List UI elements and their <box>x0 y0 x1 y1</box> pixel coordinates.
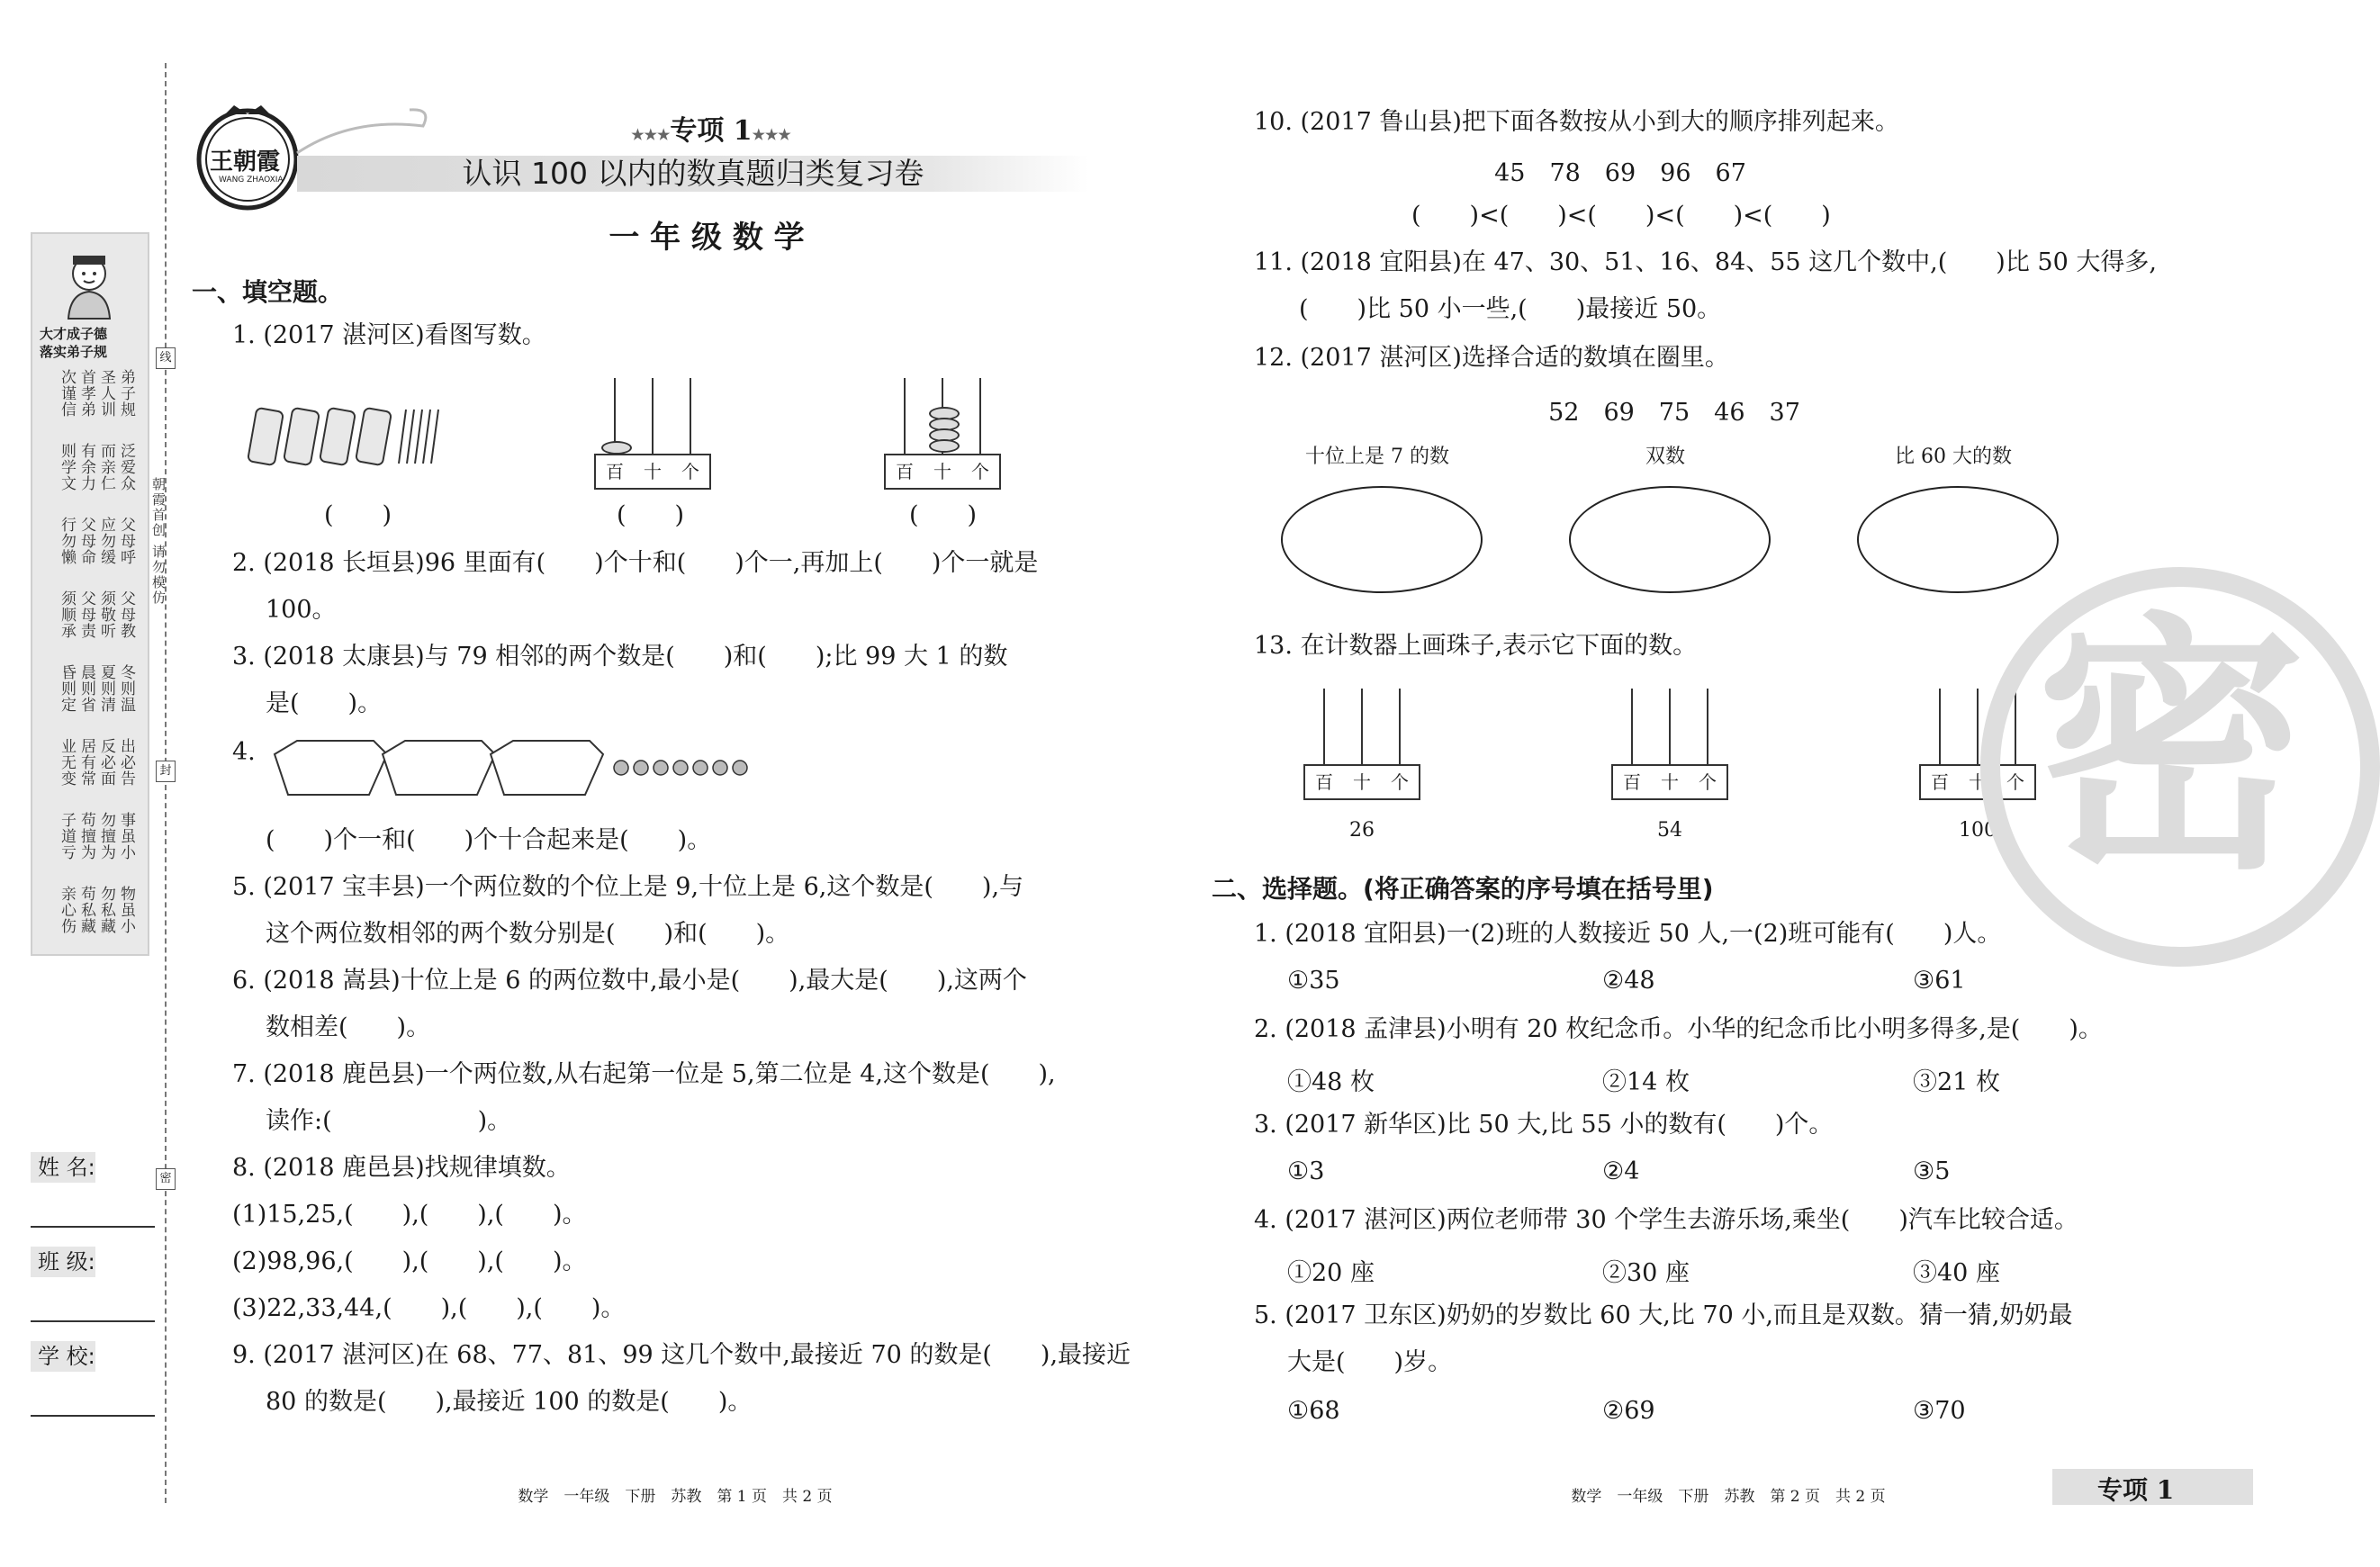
q13-number-2: 54 <box>1657 819 1682 842</box>
series-tag: ★★★专项 1★★★ <box>631 115 791 147</box>
footer-right: 数学 一年级 下册 苏教 第 2 页 共 2 页 <box>1571 1488 1886 1506</box>
logo-text: 王朝霞 <box>210 149 281 176</box>
q13-abacus-3[interactable]: 百 十 个 <box>1919 689 2036 806</box>
q11-line1: 11. (2018 宜阳县)在 47、30、51、16、84、55 这几个数中,( )比 50 大得多, <box>1254 248 2157 276</box>
q13-number-1: 26 <box>1349 819 1375 842</box>
motto-column: 物虽小 <box>117 886 135 934</box>
motto-column: 昏则定 <box>58 664 76 713</box>
q8-text: 8. (2018 鹿邑县)找规律填数。 <box>232 1154 571 1182</box>
q1-text: 1. (2017 湛河区)看图写数。 <box>232 321 546 349</box>
cartoon-figure <box>59 252 119 320</box>
s2-q2-option-2[interactable]: ②14 枚 <box>1602 1068 1690 1096</box>
motto-column: 勿私藏 <box>97 886 115 934</box>
motto-column: 而亲仁 <box>97 443 115 491</box>
motto-column: 反必面 <box>97 738 115 787</box>
motto-column: 苟私藏 <box>77 886 95 934</box>
q2-line2: 100。 <box>266 596 337 624</box>
s2-q4-option-1[interactable]: ①20 座 <box>1287 1259 1375 1287</box>
q5-line2: 这个两位数相邻的两个数分别是( )和( )。 <box>266 920 790 948</box>
q9-line2: 80 的数是( ),最接近 100 的数是( )。 <box>266 1388 753 1416</box>
q6-line1: 6. (2018 嵩县)十位上是 6 的两位数中,最小是( ),最大是( ),这两个 <box>232 967 1027 995</box>
motto-column: 苟擅为 <box>77 812 95 860</box>
stick-bundles <box>250 401 448 473</box>
q8-sub3: (3)22,33,44,( ),( ),( )。 <box>232 1294 626 1322</box>
q8-sub1: (1)15,25,( ),( ),( )。 <box>232 1201 587 1229</box>
q1-abacus-2: 百 十 个 <box>884 378 1001 486</box>
q1-abacus-1: 百 十 个 <box>594 378 711 486</box>
q12-circle-3[interactable] <box>1857 486 2059 593</box>
motto-column: 首孝弟 <box>77 369 95 418</box>
q12-label-2: 双数 <box>1645 446 1685 468</box>
motto-column: 须敬听 <box>97 590 115 639</box>
s2-q1-option-1[interactable]: ①35 <box>1287 967 1340 995</box>
motto-column: 父母呼 <box>117 517 135 565</box>
q11-line2: ( )比 50 小一些,( )最接近 50。 <box>1299 295 1722 323</box>
s2-q2-option-3[interactable]: ③21 枚 <box>1913 1068 2000 1096</box>
motto-column: 业无变 <box>58 738 76 787</box>
s2-q3-option-2[interactable]: ②4 <box>1602 1157 1640 1185</box>
q1-answer-blank-1[interactable]: ( ) <box>324 501 392 529</box>
q13-abacus-2[interactable]: 百 十 个 <box>1611 689 1728 806</box>
motto-column: 事虽小 <box>117 812 135 860</box>
motto-column: 须顺承 <box>58 590 76 639</box>
motto-column: 父母教 <box>117 590 135 639</box>
motto-column: 弟子规 <box>117 369 135 418</box>
q4-text: ( )个一和( )个十合起来是( )。 <box>266 826 712 854</box>
motto-column: 出必告 <box>117 738 135 787</box>
motto-column: 则学文 <box>58 443 76 491</box>
s2-q1-option-3[interactable]: ③61 <box>1913 967 1966 995</box>
motto-column: 晨则省 <box>77 664 95 713</box>
q12-circle-2[interactable] <box>1569 486 1771 593</box>
motto-column: 圣人训 <box>97 369 115 418</box>
footer-left: 数学 一年级 下册 苏教 第 1 页 共 2 页 <box>518 1488 833 1506</box>
s2-q5-line2: 大是( )岁。 <box>1287 1348 1453 1376</box>
s2-q4-text: 4. (2017 湛河区)两位老师带 30 个学生去游乐场,乘坐( )汽车比较合适。 <box>1254 1206 2078 1234</box>
s2-q5-option-3[interactable]: ③70 <box>1913 1397 1966 1425</box>
motto-column: 行勿懒 <box>58 517 76 565</box>
motto-column: 父母责 <box>77 590 95 639</box>
egg-boxes <box>270 727 792 799</box>
s2-q3-option-1[interactable]: ①3 <box>1287 1157 1325 1185</box>
copyright-vertical: 朝霞首创 请勿模仿 <box>150 477 167 606</box>
q12-text: 12. (2017 湛河区)选择合适的数填在圈里。 <box>1254 344 1729 372</box>
q13-text: 13. 在计数器上画珠子,表示它下面的数。 <box>1254 632 1698 660</box>
cut-mark-line: 线 <box>156 347 176 369</box>
q7-line2: 读作:( )。 <box>266 1107 512 1135</box>
q10-text: 10. (2017 鲁山县)把下面各数按从小到大的顺序排列起来。 <box>1254 108 1899 136</box>
q3-line1: 3. (2018 太康县)与 79 相邻的两个数是( )和( );比 99 大 1 的数 <box>232 643 1008 671</box>
page-title: 认识 100 以内的数真题归类复习卷 <box>462 156 924 191</box>
q12-label-3: 比 60 大的数 <box>1895 446 2012 468</box>
motto-column: 有余力 <box>77 443 95 491</box>
q8-sub2: (2)98,96,( ),( ),( )。 <box>232 1247 587 1275</box>
page-subtitle: 一 年 级 数 学 <box>609 220 805 256</box>
q9-line1: 9. (2017 湛河区)在 68、77、81、99 这几个数中,最接近 70 的数是( ),最接近 <box>232 1341 1131 1369</box>
q1-answer-blank-3[interactable]: ( ) <box>909 501 978 529</box>
motto-column: 应勿缓 <box>97 517 115 565</box>
motto-column: 居有常 <box>77 738 95 787</box>
q12-numbers: 52 69 75 46 37 <box>1548 399 1800 427</box>
q5-line1: 5. (2017 宝丰县)一个两位数的个位上是 9,十位上是 6,这个数是( ),与 <box>232 873 1024 901</box>
strip-slogan-2: 落实弟子规 <box>40 344 108 360</box>
motto-column: 勿擅为 <box>97 812 115 860</box>
motto-column: 次谨信 <box>58 369 76 418</box>
field-class-label: 班 级: <box>31 1247 95 1277</box>
motto-column: 夏则清 <box>97 664 115 713</box>
q7-line1: 7. (2018 鹿邑县)一个两位数,从右起第一位是 5,第二位是 4,这个数是( ), <box>232 1060 1056 1088</box>
section2-title: 二、选择题。(将正确答案的序号填在括号里) <box>1212 874 1714 904</box>
field-name-label: 姓 名: <box>31 1152 95 1183</box>
s2-q2-text: 2. (2018 孟津县)小明有 20 枚纪念币。小华的纪念币比小明多得多,是( )。 <box>1254 1015 2103 1043</box>
field-school-line[interactable] <box>31 1415 155 1417</box>
binding-line <box>165 63 167 1503</box>
s2-q1-text: 1. (2018 宜阳县)一(2)班的人数接近 50 人,一(2)班可能有( )人。 <box>1254 920 2002 948</box>
s2-q3-text: 3. (2017 新华区)比 50 大,比 55 小的数有( )个。 <box>1254 1111 1834 1139</box>
section1-title: 一、填空题。 <box>192 277 344 307</box>
logo-subtext: WANG ZHAOXIA <box>219 176 284 185</box>
bead <box>601 441 632 455</box>
watermark-char: 密 <box>2036 591 2306 905</box>
field-school-label: 学 校: <box>31 1341 95 1372</box>
field-class-line[interactable] <box>31 1320 155 1322</box>
motto-column: 子道亏 <box>58 812 76 860</box>
s2-q5-option-1[interactable]: ①68 <box>1287 1397 1340 1425</box>
q12-circle-1[interactable] <box>1281 486 1483 593</box>
logo <box>194 104 302 212</box>
q13-number-3: 100 <box>1959 819 1997 842</box>
series-text: 专项 1 <box>670 115 753 147</box>
motto-column: 父母命 <box>77 517 95 565</box>
watermark-seal <box>1980 567 2380 967</box>
motto-column: 亲心伤 <box>58 886 76 934</box>
q4-number: 4. <box>232 738 256 766</box>
s2-q5-line1: 5. (2017 卫东区)奶奶的岁数比 60 大,比 70 小,而且是双数。猜一猜,奶奶最 <box>1254 1301 2073 1329</box>
s2-q2-option-1[interactable]: ①48 枚 <box>1287 1068 1375 1096</box>
s2-q3-option-3[interactable]: ③5 <box>1913 1157 1951 1185</box>
s2-q1-option-2[interactable]: ②48 <box>1602 967 1655 995</box>
q10-numbers: 45 78 69 96 67 <box>1494 159 1746 187</box>
q2-line1: 2. (2018 长垣县)96 里面有( )个十和( )个一,再加上( )个一就是 <box>232 549 1039 577</box>
q10-order[interactable]: ( )<( )<( )<( )<( ) <box>1411 202 1831 230</box>
q1-answer-blank-2[interactable]: ( ) <box>617 501 685 529</box>
s2-q4-option-3[interactable]: ③40 座 <box>1913 1259 2000 1287</box>
motto-column: 冬则温 <box>117 664 135 713</box>
s2-q4-option-2[interactable]: ②30 座 <box>1602 1259 1690 1287</box>
s2-q5-option-2[interactable]: ②69 <box>1602 1397 1655 1425</box>
field-name-line[interactable] <box>31 1226 155 1228</box>
strip-slogan-1: 大才成子德 <box>40 326 108 342</box>
footer-tag: 专项 1 <box>2097 1475 2175 1505</box>
q13-abacus-1[interactable]: 百 十 个 <box>1303 689 1420 806</box>
q3-line2: 是( )。 <box>266 689 383 717</box>
motto-column: 泛爱众 <box>117 443 135 491</box>
cut-mark-seal: 封 <box>156 761 176 782</box>
q12-label-1: 十位上是 7 的数 <box>1305 446 1449 468</box>
left-binding-strip <box>31 232 149 956</box>
cut-mark-secret: 密 <box>156 1168 176 1190</box>
q6-line2: 数相差( )。 <box>266 1013 431 1041</box>
